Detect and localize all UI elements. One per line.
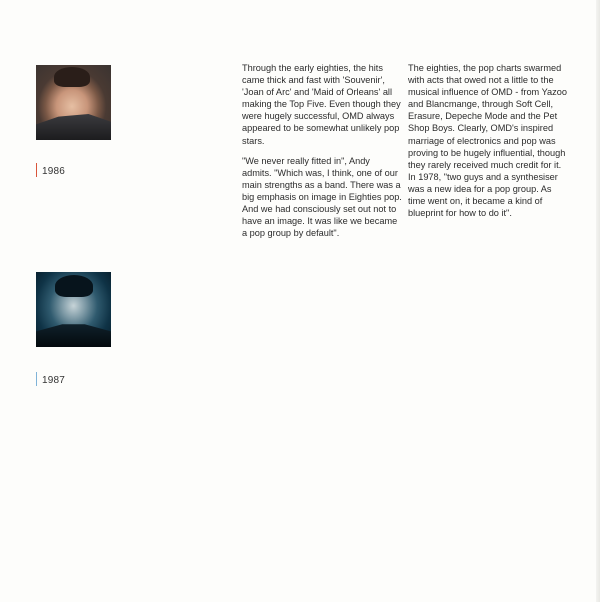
body-paragraph: Through the early eighties, the hits came thick and fast with 'Souvenir', 'Joan of Arc' and 'Maid of Orleans' all making the Top Five. Even though they were hugely successful, OMD always appeared to be somewhat unlikely pop stars. [242,63,401,146]
year-marker-1986 [36,163,37,177]
quote-paragraph: "We never really fitted in", Andy admits. "Which was, I think, one of our main strengths as a band. There was a big emphasis on image in Eighties pop. And we had consciously set out not to have an image. It was like we became a pop group by default". [242,155,402,239]
year-label-1986: 1986 [42,166,66,177]
year-label-1987: 1987 [42,375,66,386]
body-paragraph: The eighties, the pop charts swarmed with acts that owed not a little to the musical influence of OMD - from Yazoo and Blancmange, through Soft Cell, Erasure, Depeche Mode and the Pet Shop Boys. Clearly, OMD's inspired marriage of electronics and pop was proving to be hugely influential, though they rarely received much credit for it. In 1978, "two guys and a synthesiser was a new idea for a pop group. As time went on, it became a kind of blueprint for how to do it". [408,63,567,219]
left-text-column [242,62,402,247]
portrait-photo-1986 [36,65,111,140]
portrait-photo-1987 [36,272,111,347]
portrait-hair [54,67,90,87]
year-marker-1987 [36,372,37,386]
portrait-jacket [36,323,111,347]
right-text-column [408,62,568,227]
portrait-hair [55,275,93,297]
portrait-shirt [36,114,111,140]
page-edge-shadow [596,0,600,602]
